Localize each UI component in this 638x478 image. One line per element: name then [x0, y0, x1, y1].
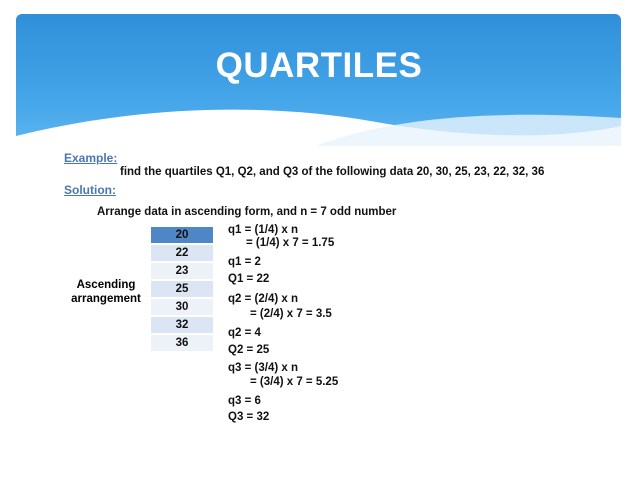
- q1-value: Q1 = 22: [228, 273, 270, 285]
- solution-label: Solution:: [64, 183, 116, 197]
- table-cell: 25: [151, 281, 213, 297]
- table-cell: 20: [151, 227, 213, 243]
- table-cell: 30: [151, 299, 213, 315]
- solution-text: Arrange data in ascending form, and n = 7 odd number: [97, 206, 397, 218]
- q1-calculation: = (1/4) x 7 = 1.75: [246, 237, 335, 249]
- example-label: Example:: [64, 151, 118, 165]
- example-text: find the quartiles Q1, Q2, and Q3 of the following data 20, 30, 25, 23, 22, 32, 36: [120, 166, 545, 178]
- q1-formula: q1 = (1/4) x n: [228, 224, 298, 236]
- q3-position: q3 = 6: [228, 395, 261, 407]
- q3-calculation: = (3/4) x 7 = 5.25: [250, 376, 339, 388]
- table-cell: 22: [151, 245, 213, 261]
- table-side-label: [66, 278, 146, 306]
- q1-position: q1 = 2: [228, 256, 261, 268]
- q2-value: Q2 = 25: [228, 344, 270, 356]
- side-label-line-2: arrangement: [71, 293, 141, 305]
- table-cell: 36: [151, 335, 213, 351]
- page-title: QUARTILES: [215, 46, 423, 85]
- table-cell: 23: [151, 263, 213, 279]
- q2-position: q2 = 4: [228, 327, 261, 339]
- q2-calculation: = (2/4) x 7 = 3.5: [250, 308, 332, 320]
- side-label-line-1: Ascending: [76, 279, 136, 291]
- ascending-data-table: [151, 227, 213, 353]
- q2-formula: q2 = (2/4) x n: [228, 293, 298, 305]
- q3-formula: q3 = (3/4) x n: [228, 362, 298, 374]
- q3-value: Q3 = 32: [228, 411, 270, 423]
- table-cell: 32: [151, 317, 213, 333]
